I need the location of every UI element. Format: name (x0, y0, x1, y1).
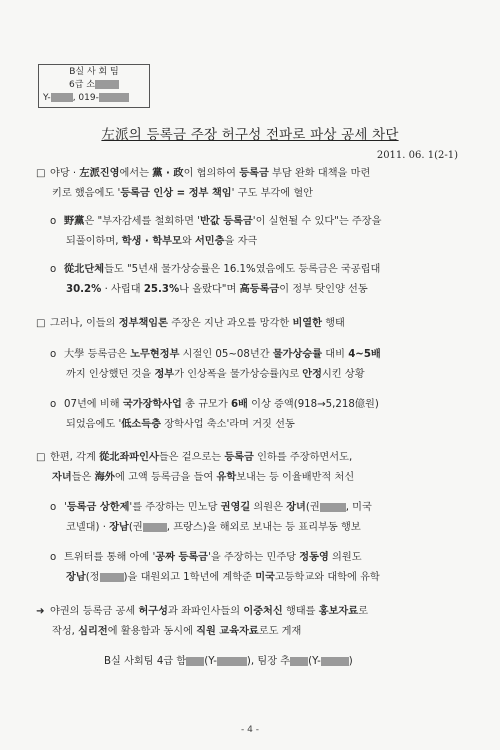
text-line (50, 518, 466, 538)
bullet-icon: o (50, 349, 57, 360)
bold-text: 반값 등록금 (200, 216, 253, 227)
body-text: ' 구도 부각에 혈안 (231, 188, 314, 199)
bold-text: 장남 (109, 522, 129, 533)
body-text: '이 실현될 수 있다"는 주장을 (252, 216, 382, 227)
body-text: B실 사회팀 4급 함 (104, 656, 187, 667)
body-text: (Y- (204, 656, 217, 667)
body-text: 그러나, 이들의 (50, 318, 119, 329)
text-line (50, 280, 466, 300)
body-text: 로도 게재 (258, 626, 302, 637)
body-text: · 사립대 (101, 284, 144, 295)
bold-text: 從北좌파인사 (99, 452, 159, 463)
bold-text: 직원 교육자료 (196, 626, 259, 637)
body-text: 주장은 지난 과오를 망각한 (167, 318, 293, 329)
bullet-icon: o (50, 264, 57, 275)
text-line (50, 415, 466, 435)
bold-text: 물가상승률 (272, 349, 323, 360)
body-text: 대비 (322, 349, 349, 360)
bold-text: 안정 (302, 369, 322, 380)
paragraph-2b (50, 395, 466, 435)
paragraph-3a (50, 498, 466, 538)
body-text: 행태를 (282, 606, 319, 617)
redacted-block (99, 93, 129, 102)
paragraph-3 (36, 448, 466, 488)
author-info-box (38, 64, 150, 108)
body-text: 야당 · (50, 168, 80, 179)
body-text: 들은 겉으로는 (158, 452, 225, 463)
bold-text: 25.3% (143, 284, 180, 295)
bold-text: 비열한 (292, 318, 322, 329)
body-text: 가 인상폭을 물가상승률內로 (174, 369, 303, 380)
document-date: 2011. 06. 1(2-1) (376, 150, 458, 161)
body-text: (권 (128, 522, 143, 533)
header-text: 6급 소 (69, 80, 95, 90)
body-text: 에 고액 등록금을 들여 (114, 472, 217, 483)
body-text: 트위터를 통해 아예 ' (64, 552, 156, 563)
body-text: 부담 완화 대책을 마련 (268, 168, 371, 179)
redacted-block (143, 523, 167, 532)
bold-text: 권영길 (220, 502, 251, 513)
body-text: 작성, (52, 626, 79, 637)
bold-text: 자녀 (52, 472, 72, 483)
bullet-icon: o (50, 399, 57, 410)
body-text: )을 대원외고 1학년에 계학준 (123, 572, 256, 583)
body-text: 되풀이하며, (66, 236, 122, 247)
bold-text: 野黨 (64, 216, 85, 227)
body-text: 나 올랐다"며 (179, 284, 240, 295)
author-signature-line (104, 652, 464, 672)
body-text: , 프랑스)을 해외로 보내는 등 표리부동 행보 (166, 522, 361, 533)
body-text: , 미국 (345, 502, 372, 513)
bullet-icon: o (50, 552, 57, 563)
paragraph-2 (36, 314, 466, 334)
text-line (36, 184, 466, 204)
body-text: 인하를 주장하면서도, (253, 452, 353, 463)
bold-text: 高등록금 (239, 284, 280, 295)
bold-text: 海外 (94, 472, 115, 483)
body-text: 이상 증액(918→5,218億원) (247, 399, 379, 410)
bold-text: 홍보자료 (318, 606, 359, 617)
body-text: ), 팀장 추 (246, 656, 291, 667)
bold-text: 허구성 (138, 606, 168, 617)
body-text: (Y- (308, 656, 321, 667)
bold-text: 정부 (154, 369, 175, 380)
bold-text: 장녀 (286, 502, 306, 513)
body-text: 고등학교와 대학에 유학 (274, 572, 380, 583)
author-phone (43, 92, 145, 105)
bold-text: 黨 · 政 (152, 168, 184, 179)
text-line (36, 468, 466, 488)
body-text: 에 활용함과 동시에 (107, 626, 197, 637)
text-line (50, 260, 466, 280)
redacted-block (51, 93, 73, 102)
text-line (50, 395, 466, 415)
redacted-block (217, 657, 247, 666)
bold-text: 4~5배 (348, 349, 381, 360)
body-text: 키로 했음에도 ' (52, 188, 121, 199)
text-line (50, 548, 466, 568)
bold-text: 미국 (255, 572, 275, 583)
bold-text: 低소득층 (121, 419, 161, 430)
body-text: 과 좌파인사들의 (167, 606, 244, 617)
checkbox-bullet-icon: □ (36, 168, 46, 179)
body-text: 시킨 상황 (321, 369, 365, 380)
text-line (50, 365, 466, 385)
paragraph-4 (36, 602, 466, 642)
redacted-block (186, 657, 204, 666)
body-text: 장학사업 축소'라며 거짓 선동 (160, 419, 295, 430)
body-text: ) (348, 656, 353, 667)
checkbox-bullet-icon: □ (36, 318, 46, 329)
body-text: 의원도 (328, 552, 362, 563)
body-text: 까지 인상했던 것을 (66, 369, 155, 380)
text-line (36, 448, 466, 468)
body-text: 에서는 (119, 168, 153, 179)
text-line (50, 568, 466, 588)
document-title: 左派의 등록금 주장 허구성 전파로 파상 공세 차단 (101, 127, 399, 143)
author-rank (43, 79, 145, 92)
text-line (36, 602, 466, 622)
bold-text: 노무현정부 (130, 349, 180, 360)
bold-text: 유학 (216, 472, 237, 483)
redacted-block (321, 657, 349, 666)
bold-text: 국가장학사업 (122, 399, 182, 410)
bold-text: 서민층 (194, 236, 225, 247)
body-text: 의원은 (250, 502, 287, 513)
arrow-bullet-icon: ➜ (36, 606, 45, 617)
bold-text: 從北단체 (64, 264, 105, 275)
text-line (50, 232, 466, 252)
bold-text: 심리전 (78, 626, 108, 637)
text-line (36, 622, 466, 642)
body-text: 들도 "5년새 물가상승률은 16.1%였음에도 등록금은 국공립대 (104, 264, 381, 275)
body-text: 보내는 등 이율배반적 처신 (236, 472, 355, 483)
body-text: 이 협의하여 (183, 168, 240, 179)
checkbox-bullet-icon: □ (36, 452, 46, 463)
body-text: 한편, 각계 (50, 452, 100, 463)
text-line (50, 212, 466, 232)
bold-text: 등록금 (224, 452, 254, 463)
bold-text: 정부책임론 (118, 318, 168, 329)
bullet-icon: o (50, 502, 57, 513)
body-text: 로 (358, 606, 368, 617)
bold-text: 공짜 등록금 (155, 552, 209, 563)
body-text: 코넬대) · (66, 522, 110, 533)
body-text: 은 "부자감세를 철회하면 ' (84, 216, 200, 227)
body-text: (정 (85, 572, 100, 583)
body-text: 와 (181, 236, 195, 247)
text-line (36, 314, 466, 334)
redacted-block (100, 573, 124, 582)
text-line (50, 345, 466, 365)
author-dept: B실 사 회 팀 (69, 67, 119, 77)
redacted-block (320, 503, 346, 512)
bold-text: 6배 (230, 399, 248, 410)
body-text: 07년에 비해 (64, 399, 123, 410)
text-line (36, 164, 466, 184)
header-text: Y- (43, 93, 51, 103)
bold-text: 등록금 상한제 (66, 502, 130, 513)
body-text: 이 정부 탓인양 선동 (279, 284, 368, 295)
body-text: 행태 (321, 318, 345, 329)
bold-text: 학생 · 학부모 (121, 236, 182, 247)
body-text: 시절인 05~08년간 (179, 349, 273, 360)
body-text: 大學 등록금은 (64, 349, 131, 360)
body-text: 을 자극 (224, 236, 258, 247)
body-text: '을 주장하는 민주당 (208, 552, 300, 563)
bold-text: 이중처신 (243, 606, 283, 617)
bold-text: 左派진영 (79, 168, 120, 179)
body-text: (권 (305, 502, 320, 513)
paragraph-1b (50, 260, 466, 300)
paragraph-1a (50, 212, 466, 252)
bold-text: 등록금 인상 = 정부 책임 (120, 188, 232, 199)
bullet-icon: o (50, 216, 57, 227)
text-line (50, 498, 466, 518)
paragraph-3b (50, 548, 466, 588)
body-text: '를 주장하는 민노당 (129, 502, 221, 513)
body-text: 야권의 등록금 공세 (50, 606, 139, 617)
body-text: 총 규모가 (181, 399, 231, 410)
header-text: , 019- (72, 93, 99, 103)
paragraph-1 (36, 164, 466, 204)
bold-text: 장남 (66, 572, 86, 583)
redacted-block (95, 80, 119, 89)
bold-text: 30.2% (66, 284, 102, 295)
body-text: 들은 (71, 472, 95, 483)
body-text: ' (64, 502, 67, 513)
page-number: - 4 - (241, 725, 259, 735)
bold-text: 정동영 (299, 552, 329, 563)
paragraph-2a (50, 345, 466, 385)
body-text: 되었음에도 ' (66, 419, 122, 430)
bold-text: 등록금 (239, 168, 269, 179)
redacted-block (290, 657, 308, 666)
